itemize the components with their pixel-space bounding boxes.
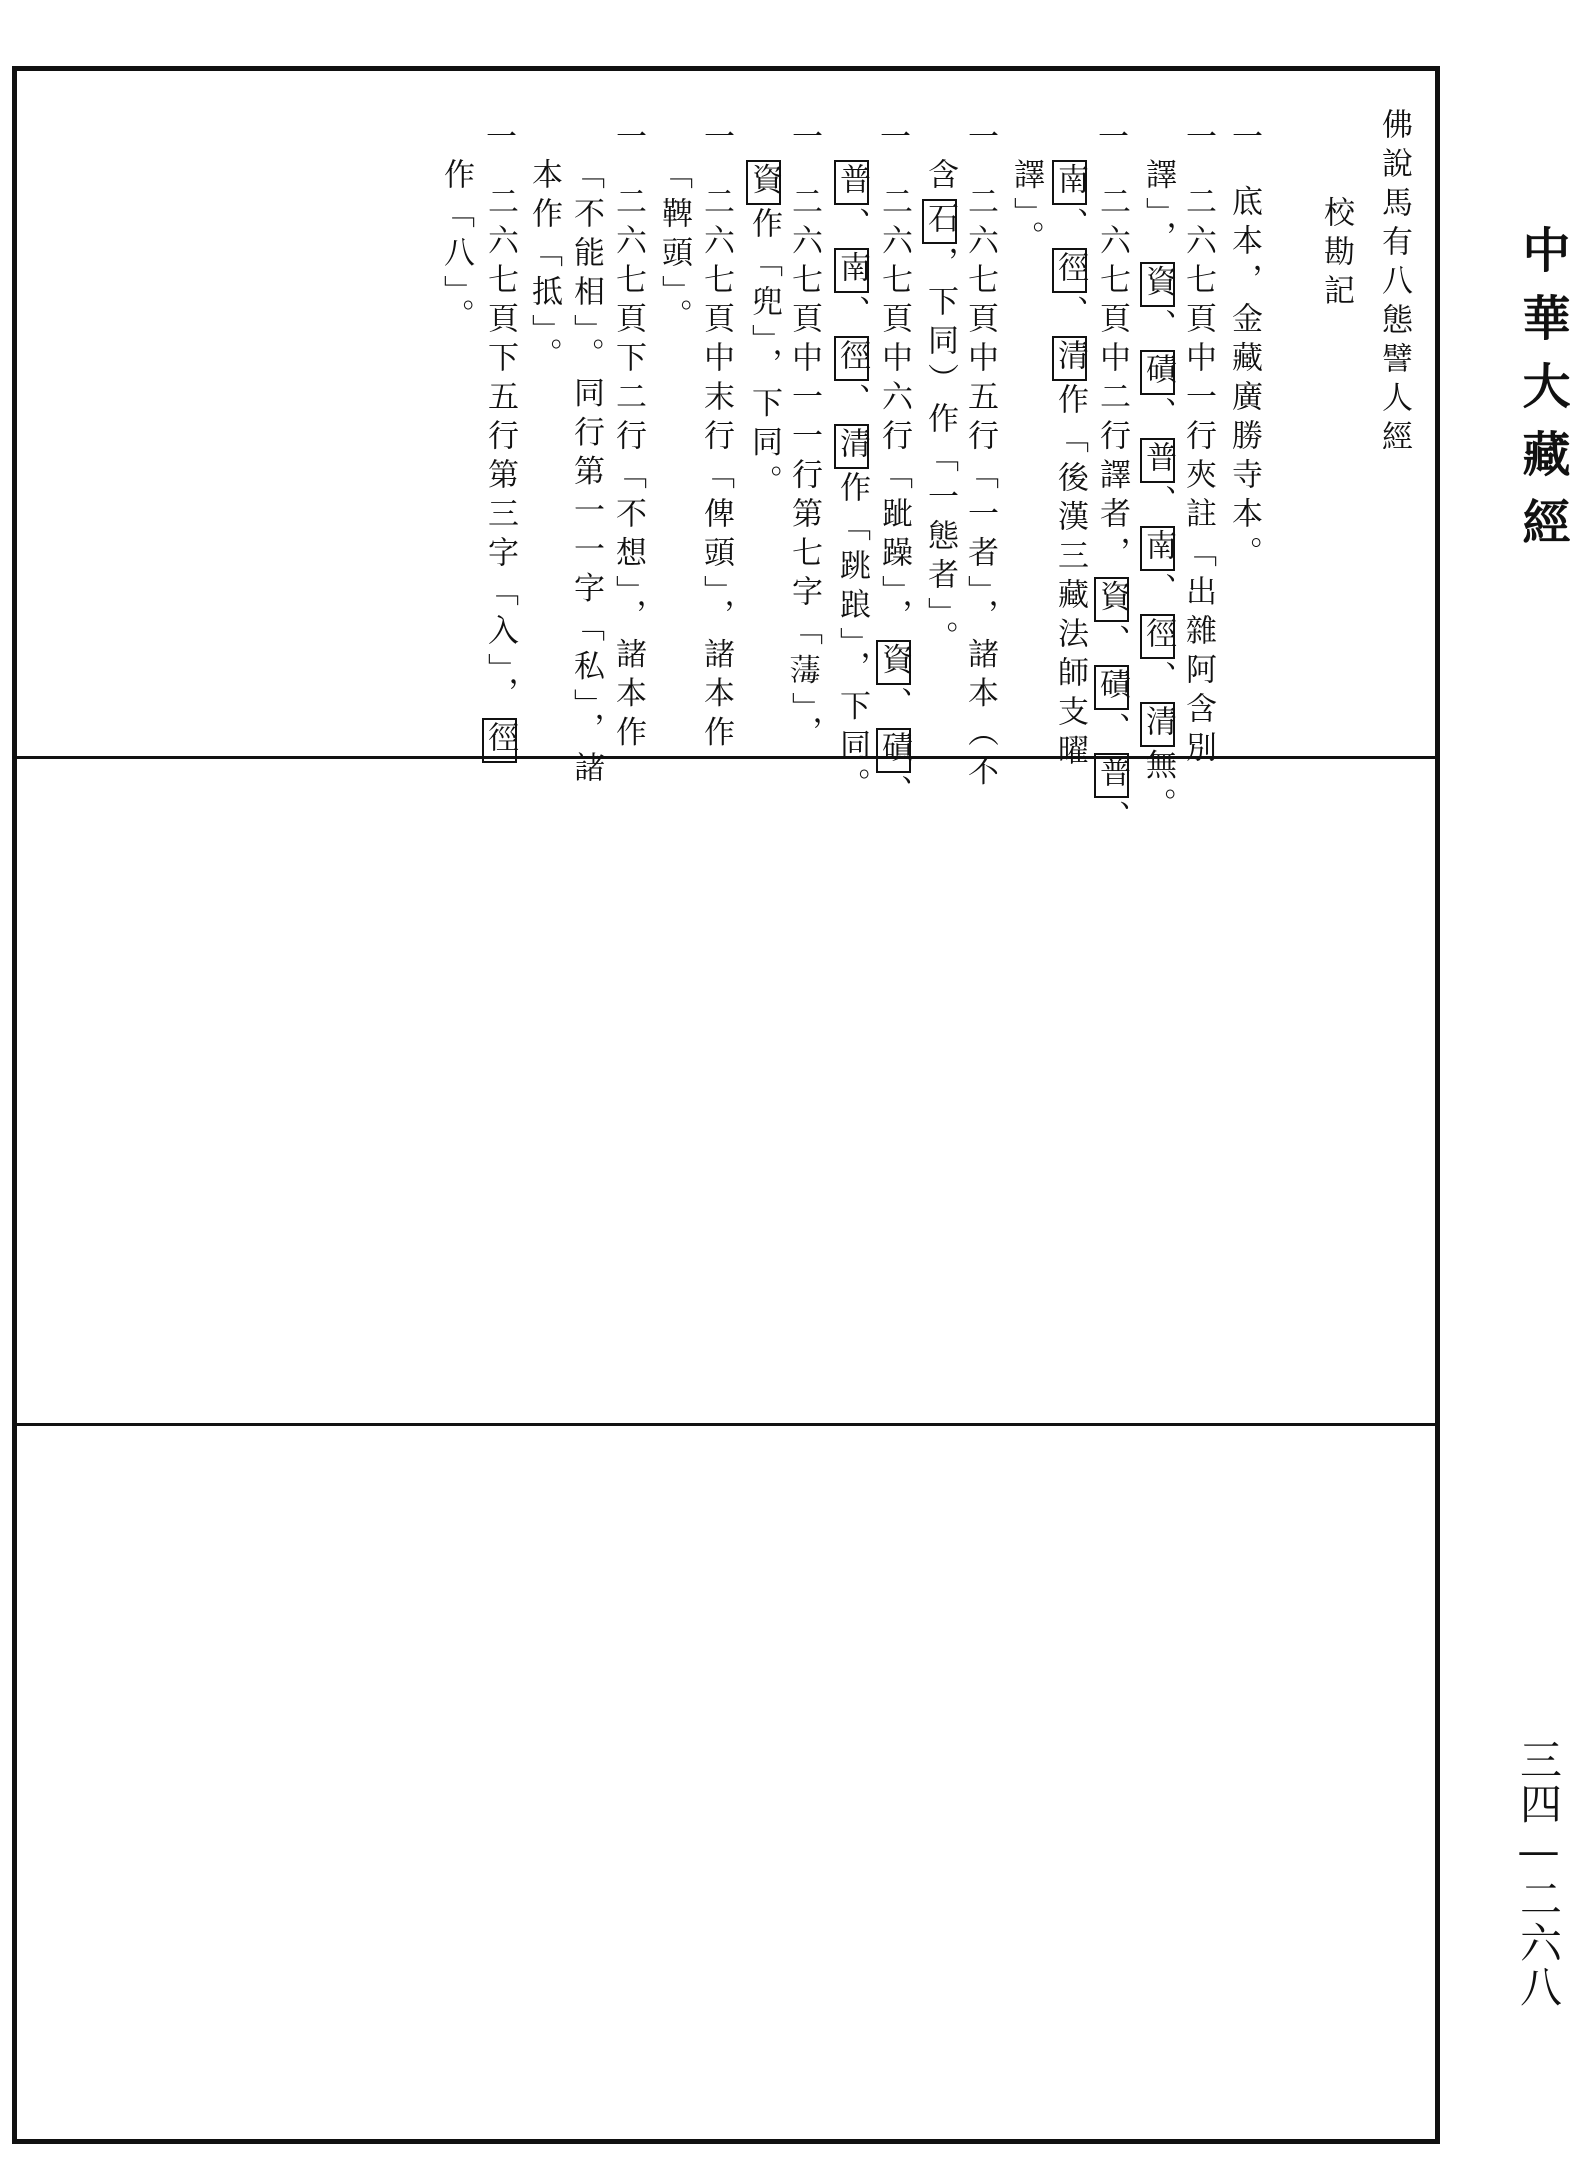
edition-mark: 磧 bbox=[1094, 665, 1129, 710]
note-marker: 一 bbox=[480, 120, 516, 159]
edition-mark: 磧 bbox=[1140, 350, 1175, 395]
page-number: 三四—二六八 bbox=[1514, 1738, 1563, 2009]
note-line bbox=[1226, 185, 1262, 575]
note-text: 譯」， bbox=[1140, 158, 1176, 260]
note-text: 底本，金藏廣勝寺本。 bbox=[1226, 185, 1262, 575]
note-text: 、 bbox=[834, 207, 870, 246]
edition-mark: 南 bbox=[1052, 160, 1087, 205]
edition-mark: 清 bbox=[1140, 702, 1175, 747]
note-text: 「鞞頭」。 bbox=[656, 158, 692, 338]
collection-title: 中華大藏經 bbox=[1514, 225, 1570, 565]
note-text: 、 bbox=[1140, 484, 1176, 524]
note-text: 、 bbox=[876, 686, 912, 726]
note-text: 二六七頁中一行夾註「出雜阿含別 bbox=[1180, 185, 1216, 770]
note-line bbox=[1094, 185, 1129, 839]
edition-mark: 徑 bbox=[834, 336, 869, 381]
edition-mark: 石 bbox=[922, 199, 957, 244]
note-text: 二六七頁下五行第三字「入」， bbox=[482, 185, 518, 716]
note-line bbox=[962, 185, 998, 794]
note-marker: 一 bbox=[874, 120, 910, 159]
note-marker: 一 bbox=[1226, 120, 1262, 159]
edition-mark: 徑 bbox=[482, 718, 517, 763]
note-line bbox=[746, 158, 781, 504]
edition-mark: 普 bbox=[1094, 753, 1129, 798]
note-marker: 一 bbox=[1092, 120, 1128, 159]
edition-mark: 徑 bbox=[1052, 248, 1087, 293]
edition-mark: 資 bbox=[1140, 262, 1175, 307]
note-text: 「不能相」。同行第一一字「私」，諸 bbox=[568, 158, 604, 790]
note-text: 、 bbox=[876, 774, 912, 814]
note-line bbox=[1180, 185, 1216, 770]
note-line bbox=[834, 158, 869, 807]
note-line bbox=[1008, 158, 1044, 260]
note-text: 、 bbox=[834, 383, 870, 422]
note-line bbox=[438, 158, 474, 338]
note-line bbox=[786, 185, 822, 755]
edition-mark: 清 bbox=[1052, 336, 1087, 381]
note-text: 作「後漢三藏法師支曜 bbox=[1052, 383, 1088, 773]
edition-mark: 資 bbox=[876, 640, 911, 685]
note-text: 作「八」。 bbox=[438, 158, 474, 338]
note-text: 、 bbox=[1140, 572, 1176, 612]
edition-mark: 資 bbox=[1094, 577, 1129, 622]
note-line bbox=[526, 158, 562, 377]
note-text: 、 bbox=[1094, 712, 1130, 751]
note-line bbox=[656, 158, 692, 338]
sutra-title: 佛說馬有八態譬人經 bbox=[1376, 108, 1412, 459]
edition-mark: 南 bbox=[1140, 526, 1175, 571]
note-text: 、 bbox=[1052, 295, 1088, 334]
note-marker: 一 bbox=[1180, 120, 1216, 159]
note-text: 二六七頁中一一行第七字「𦺇」， bbox=[786, 185, 822, 755]
collation-heading: 校勘記 bbox=[1318, 196, 1354, 313]
edition-mark: 資 bbox=[746, 160, 781, 205]
note-marker: 一 bbox=[610, 120, 646, 159]
note-line bbox=[568, 158, 604, 790]
note-line bbox=[482, 185, 517, 765]
note-text: ，下同）作「一態者」。 bbox=[922, 246, 958, 660]
note-text: 作「兜」，下同。 bbox=[746, 207, 782, 504]
edition-mark: 南 bbox=[834, 248, 869, 293]
edition-mark: 徑 bbox=[1140, 614, 1175, 659]
note-line bbox=[1140, 158, 1175, 827]
note-text: 本作「抵」。 bbox=[526, 158, 562, 377]
note-text: 、 bbox=[834, 295, 870, 334]
section-divider-lower bbox=[12, 1423, 1440, 1426]
note-marker: 一 bbox=[786, 120, 822, 159]
note-text: 二六七頁中末行「俾頭」，諸本作 bbox=[698, 185, 734, 755]
edition-mark: 普 bbox=[834, 160, 869, 205]
note-text: 、 bbox=[1094, 624, 1130, 663]
note-text: 、 bbox=[1094, 800, 1130, 839]
note-line bbox=[698, 185, 734, 755]
note-line bbox=[922, 158, 957, 660]
note-text: 譯」。 bbox=[1008, 158, 1044, 260]
edition-mark: 磧 bbox=[876, 728, 911, 773]
note-text: 二六七頁中六行「跐躁」， bbox=[876, 185, 912, 638]
note-line bbox=[876, 185, 911, 814]
note-line bbox=[1052, 158, 1087, 773]
section-divider-upper bbox=[12, 756, 1440, 759]
note-text: 作「跳踉」，下同。 bbox=[834, 471, 870, 807]
edition-mark: 普 bbox=[1140, 438, 1175, 483]
note-marker: 一 bbox=[698, 120, 734, 159]
note-text: 、 bbox=[1052, 207, 1088, 246]
note-text: 、 bbox=[1140, 308, 1176, 348]
note-text: 無。 bbox=[1140, 748, 1176, 827]
note-text: 二六七頁下二行「不想」，諸本作 bbox=[610, 185, 646, 755]
edition-mark: 清 bbox=[834, 424, 869, 469]
note-text: 二六七頁中五行「一者」，諸本（不 bbox=[962, 185, 998, 794]
note-text: 、 bbox=[1140, 660, 1176, 700]
note-text: 二六七頁中二行譯者， bbox=[1094, 185, 1130, 575]
note-marker: 一 bbox=[962, 120, 998, 159]
note-line bbox=[610, 185, 646, 755]
note-text: 、 bbox=[1140, 396, 1176, 436]
note-text: 含 bbox=[922, 158, 958, 197]
